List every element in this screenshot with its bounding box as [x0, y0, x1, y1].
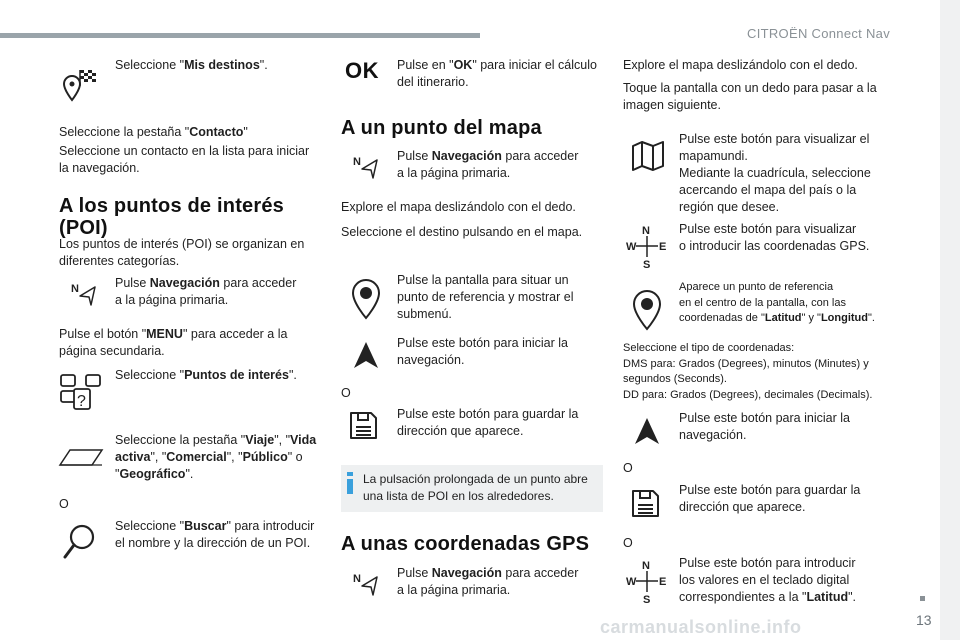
col2-select-destination: Seleccione el destino pulsando en el mapa.	[341, 225, 583, 239]
world-map-icon	[631, 140, 665, 172]
col3-or-label-2: O	[623, 536, 633, 550]
col2-start-navigation: Pulse este botón para iniciar la navegación.	[397, 336, 568, 367]
svg-text:S: S	[643, 594, 651, 604]
col2-or-label: O	[341, 386, 351, 400]
page-marker	[920, 596, 925, 601]
svg-text:?: ?	[77, 393, 86, 410]
ok-icon: OK	[345, 58, 379, 83]
heading-map-point: A un punto del mapa	[341, 117, 542, 139]
col3-coordinate-types: Seleccione el tipo de coordenadas: DMS para: Grados (Degrees), minutos (Minutes) y segundos (Seconds). DD para: Grados (Degrees), decimales (Decimals).	[623, 342, 873, 401]
col1-contact-tab-text: Seleccione la pestaña "Contacto"	[59, 125, 248, 139]
svg-text:W: W	[626, 576, 637, 588]
map-pin-icon	[632, 289, 662, 331]
col1-contact-select-text: Seleccione un contacto en la lista para iniciar la navegación.	[59, 144, 310, 175]
heading-gps: A unas coordenadas GPS	[341, 533, 590, 555]
svg-text:W: W	[626, 241, 637, 253]
navigation-icon	[352, 571, 380, 597]
col3-or-label-1: O	[623, 461, 633, 475]
info-icon	[347, 472, 353, 494]
col1-or-label: O	[59, 497, 69, 511]
gps-compass-icon	[625, 558, 669, 604]
info-note-text: La pulsación prolongada de un punto abre una lista de POI en los alrededores.	[363, 472, 588, 503]
start-navigation-icon	[633, 416, 661, 446]
col2-press-ok: Pulse en "OK" para iniciar el cálculo del itinerario.	[397, 58, 597, 89]
col3-enter-latitude: Pulse este botón para introducir los valores en el teclado digital correspondientes a la "Latitud".	[679, 556, 857, 604]
col2-press-navigation-gps: Pulse Navegación para acceder a la página primaria.	[397, 566, 579, 597]
col3-start-navigation: Pulse este botón para iniciar la navegación.	[679, 411, 850, 442]
save-icon	[629, 487, 661, 519]
map-pin-icon	[351, 278, 381, 320]
watermark: carmanualsonline.info	[600, 617, 802, 637]
col2-save-address: Pulse este botón para guardar la dirección que aparece.	[397, 407, 579, 438]
col3-world-map-text: Pulse este botón para visualizar el mapamundi. Mediante la cuadrícula, seleccione acercando el mapa del país o la región que desee.	[679, 132, 871, 214]
search-icon	[62, 523, 98, 561]
svg-text:N: N	[353, 156, 361, 168]
navigation-icon	[70, 281, 98, 307]
svg-text:N: N	[71, 283, 79, 295]
svg-text:N: N	[642, 560, 650, 572]
navigation-icon	[352, 154, 380, 180]
svg-text:E: E	[659, 241, 667, 253]
col3-touch-screen: Toque la pantalla con un dedo para pasar a la imagen siguiente.	[623, 81, 877, 112]
col2-explore-map: Explore el mapa deslizándolo con el dedo.	[341, 200, 576, 214]
col3-save-address: Pulse este botón para guardar la dirección que aparece.	[679, 483, 861, 514]
header-rule	[0, 33, 480, 38]
start-navigation-icon	[352, 340, 380, 370]
col3-gps-coords-text: Pulse este botón para visualizar o introducir las coordenadas GPS.	[679, 222, 870, 253]
col1-poi-intro: Los puntos de interés (POI) se organizan en diferentes categorías.	[59, 237, 305, 268]
svg-text:S: S	[643, 259, 651, 269]
col1-select-my-destinations: Seleccione "Mis destinos".	[115, 58, 268, 72]
svg-text:N: N	[642, 225, 650, 237]
col1-press-menu: Pulse el botón "MENU" para acceder a la página secundaria.	[59, 327, 288, 358]
side-strip	[940, 0, 960, 640]
svg-text:E: E	[659, 576, 667, 588]
page-number: 13	[916, 612, 932, 628]
col2-press-navigation: Pulse Navegación para acceder a la página primaria.	[397, 149, 579, 180]
destination-flag-icon	[60, 68, 102, 102]
col3-reference-point-text: Aparece un punto de referencia en el centro de la pantalla, con las coordenadas de "Latitud" y "Longitud".	[679, 281, 875, 324]
save-icon	[347, 409, 379, 441]
svg-text:N: N	[353, 573, 361, 585]
heading-poi: A los puntos de interés (POI)	[59, 195, 285, 239]
col1-select-search: Seleccione "Buscar" para introducir el nombre y la dirección de un POI.	[115, 519, 315, 550]
col1-select-poi: Seleccione "Puntos de interés".	[115, 368, 297, 382]
col1-press-navigation: Pulse Navegación para acceder a la página primaria.	[115, 276, 297, 307]
col3-explore-map: Explore el mapa deslizándolo con el dedo.	[623, 58, 858, 72]
page-header-title: CITROËN Connect Nav	[747, 26, 890, 41]
points-of-interest-icon	[59, 373, 103, 413]
col1-select-tab-categories: Seleccione la pestaña "Viaje", "Vida activa", "Comercial", "Público" o "Geográfico".	[115, 433, 317, 481]
gps-compass-icon	[625, 223, 669, 269]
col2-press-screen: Pulse la pantalla para situar un punto de referencia y mostrar el submenú.	[397, 273, 574, 321]
tab-bar-icon	[58, 446, 104, 468]
